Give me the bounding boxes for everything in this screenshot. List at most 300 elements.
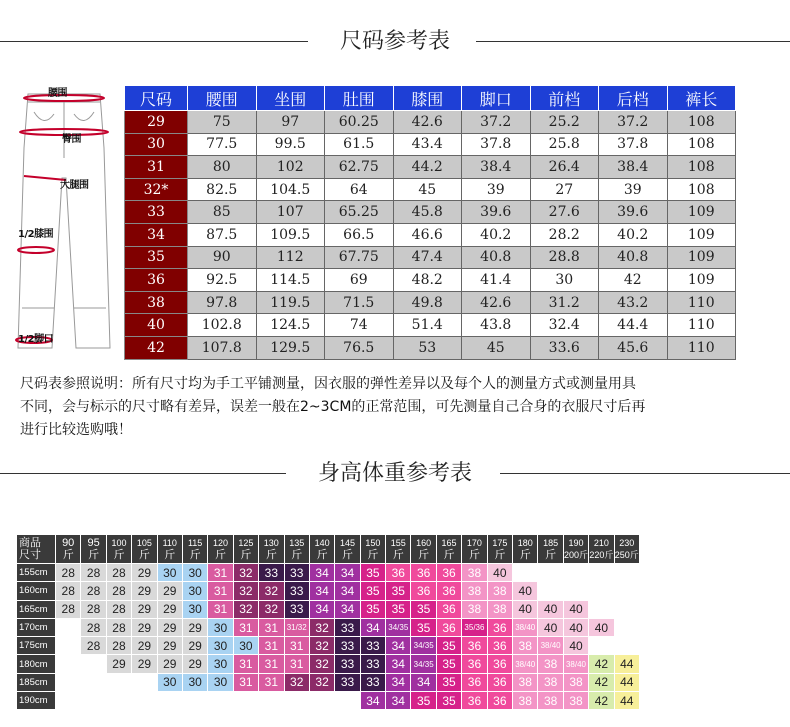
size-suggestion-cell: 38/40 bbox=[563, 655, 588, 673]
size-suggestion-cell: 38/40 bbox=[513, 655, 538, 673]
weight-header bbox=[132, 535, 157, 564]
weight-label: 斤 bbox=[138, 549, 150, 561]
size-suggestion-cell: 33 bbox=[284, 582, 309, 600]
size-suggestion-cell: 28 bbox=[106, 600, 131, 618]
measure-cell: 74 bbox=[325, 314, 394, 337]
measure-cell: 64 bbox=[325, 178, 394, 201]
measure-cell: 42 bbox=[599, 269, 668, 292]
size-table bbox=[124, 85, 736, 360]
measure-cell: 28.2 bbox=[530, 223, 599, 246]
measure-cell: 45.6 bbox=[599, 336, 668, 359]
size-suggestion-cell bbox=[614, 582, 639, 600]
size-suggestion-cell: 30 bbox=[182, 582, 207, 600]
size-cell: 36 bbox=[125, 269, 188, 292]
weight-label: 135 bbox=[289, 538, 305, 548]
size-suggestion-cell: 33 bbox=[360, 655, 385, 673]
size-row bbox=[125, 178, 736, 201]
size-suggestion-cell bbox=[132, 673, 157, 691]
measure-cell: 102.8 bbox=[188, 314, 257, 337]
size-suggestion-cell: 28 bbox=[81, 637, 106, 655]
size-suggestion-cell bbox=[182, 692, 207, 710]
measure-cell: 28.8 bbox=[530, 246, 599, 269]
weight-header bbox=[182, 535, 207, 564]
weight-label: 95 bbox=[87, 537, 100, 549]
size-suggestion-cell: 36 bbox=[487, 692, 512, 710]
size-suggestion-cell: 33 bbox=[360, 673, 385, 691]
measure-cell: 41.4 bbox=[462, 269, 531, 292]
size-suggestion-cell: 44 bbox=[614, 655, 639, 673]
size-chart-title: 尺码参考表 bbox=[339, 29, 450, 54]
size-suggestion-cell bbox=[259, 692, 284, 710]
size-suggestion-cell: 34 bbox=[309, 600, 334, 618]
weight-label: 190 bbox=[568, 538, 584, 548]
measure-cell: 90 bbox=[188, 246, 257, 269]
size-suggestion-cell: 38 bbox=[563, 692, 588, 710]
size-suggestion-cell bbox=[56, 673, 81, 691]
size-cell: 40 bbox=[125, 314, 188, 337]
note-line-1: 尺码表参照说明：所有尺寸均为手工平铺测量，因衣服的弹性差异以及每个人的测量方式或测量用具 bbox=[20, 376, 636, 392]
measure-cell: 49.8 bbox=[393, 291, 462, 314]
size-suggestion-cell bbox=[513, 564, 538, 582]
size-suggestion-cell bbox=[56, 618, 81, 636]
weight-label: 斤 bbox=[494, 549, 506, 561]
height-label: 175cm bbox=[17, 637, 56, 655]
size-suggestion-cell bbox=[157, 692, 182, 710]
size-suggestion-cell: 36 bbox=[487, 618, 512, 636]
size-suggestion-cell: 34 bbox=[335, 582, 360, 600]
size-suggestion-cell: 29 bbox=[132, 618, 157, 636]
weight-header bbox=[360, 535, 385, 564]
measure-cell: 97.8 bbox=[188, 291, 257, 314]
measure-cell: 37.8 bbox=[599, 133, 668, 156]
size-suggestion-cell: 34 bbox=[386, 637, 411, 655]
size-suggestion-cell: 33 bbox=[335, 618, 360, 636]
size-suggestion-cell: 36 bbox=[436, 618, 461, 636]
height-label: 170cm bbox=[17, 618, 56, 636]
size-suggestion-cell: 34/35 bbox=[411, 637, 436, 655]
weight-label: 斤 bbox=[215, 549, 227, 561]
size-suggestion-cell: 38/40 bbox=[513, 618, 538, 636]
measure-cell: 109 bbox=[667, 246, 736, 269]
measure-cell: 66.5 bbox=[325, 223, 394, 246]
size-cell: 33 bbox=[125, 201, 188, 224]
measure-cell: 44.4 bbox=[599, 314, 668, 337]
size-suggestion-cell: 33 bbox=[284, 564, 309, 582]
header-col: 坐围 bbox=[256, 86, 325, 111]
size-cell: 32* bbox=[125, 178, 188, 201]
measure-cell: 109 bbox=[667, 223, 736, 246]
size-suggestion-cell: 28 bbox=[106, 582, 131, 600]
weight-label: 斤 bbox=[240, 549, 252, 561]
size-suggestion-cell: 32 bbox=[309, 673, 334, 691]
header-col: 脚口 bbox=[462, 86, 531, 111]
size-suggestion-cell: 28 bbox=[56, 600, 81, 618]
size-note bbox=[20, 373, 780, 442]
size-suggestion-cell: 32 bbox=[309, 637, 334, 655]
height-label: 180cm bbox=[17, 655, 56, 673]
header-col: 腰围 bbox=[188, 86, 257, 111]
size-suggestion-cell bbox=[589, 582, 614, 600]
size-suggestion-cell bbox=[589, 637, 614, 655]
size-suggestion-cell: 30 bbox=[182, 600, 207, 618]
weight-label: 110 bbox=[162, 538, 177, 548]
size-suggestion-cell: 38/40 bbox=[538, 637, 563, 655]
size-suggestion-cell: 31 bbox=[259, 673, 284, 691]
size-suggestion-cell: 32 bbox=[284, 673, 309, 691]
weight-header bbox=[157, 535, 182, 564]
height-row bbox=[17, 637, 640, 655]
size-suggestion-cell: 29 bbox=[157, 655, 182, 673]
measure-cell: 39 bbox=[599, 178, 668, 201]
label-hip: 臀围 bbox=[62, 134, 81, 145]
size-suggestion-cell: 29 bbox=[132, 655, 157, 673]
size-row bbox=[125, 156, 736, 179]
weight-label: 斤 bbox=[291, 549, 303, 561]
size-chart-header bbox=[0, 24, 790, 60]
size-suggestion-cell: 35 bbox=[360, 582, 385, 600]
weight-label: 250斤 bbox=[614, 550, 639, 560]
weight-header bbox=[411, 535, 436, 564]
weight-label: 90 bbox=[62, 537, 75, 549]
measure-cell: 45.8 bbox=[393, 201, 462, 224]
size-suggestion-cell: 31 bbox=[259, 618, 284, 636]
weight-label: 130 bbox=[263, 538, 279, 548]
size-suggestion-cell bbox=[81, 692, 106, 710]
size-suggestion-cell: 31 bbox=[208, 582, 233, 600]
size-cell: 42 bbox=[125, 336, 188, 359]
size-suggestion-cell: 34/35 bbox=[386, 618, 411, 636]
size-suggestion-cell: 34 bbox=[386, 673, 411, 691]
measure-cell: 107.8 bbox=[188, 336, 257, 359]
measure-cell: 39.6 bbox=[462, 201, 531, 224]
size-suggestion-cell: 29 bbox=[182, 655, 207, 673]
size-suggestion-cell bbox=[81, 673, 106, 691]
size-suggestion-cell: 38 bbox=[462, 600, 487, 618]
header-col: 裤长 bbox=[667, 86, 736, 111]
size-suggestion-cell: 29 bbox=[132, 600, 157, 618]
measure-cell: 107 bbox=[256, 201, 325, 224]
measure-cell: 109 bbox=[667, 269, 736, 292]
size-suggestion-cell bbox=[56, 692, 81, 710]
measure-cell: 42.6 bbox=[462, 291, 531, 314]
measure-cell: 104.5 bbox=[256, 178, 325, 201]
size-suggestion-cell: 44 bbox=[614, 673, 639, 691]
size-suggestion-cell: 33 bbox=[259, 564, 284, 582]
weight-label: 100 bbox=[111, 538, 127, 548]
height-row bbox=[17, 600, 640, 618]
weight-label: 斤 bbox=[418, 549, 430, 561]
height-label: 165cm bbox=[17, 600, 56, 618]
weight-header bbox=[589, 535, 614, 564]
size-suggestion-cell: 31 bbox=[208, 564, 233, 582]
size-suggestion-cell: 40 bbox=[563, 618, 588, 636]
size-suggestion-cell: 28 bbox=[56, 582, 81, 600]
measure-cell: 27 bbox=[530, 178, 599, 201]
size-suggestion-cell: 36 bbox=[462, 692, 487, 710]
size-suggestion-cell: 40 bbox=[513, 582, 538, 600]
measure-cell: 45 bbox=[462, 336, 531, 359]
note-line-3: 进行比较选购哦！ bbox=[20, 422, 132, 438]
size-suggestion-cell: 29 bbox=[157, 618, 182, 636]
weight-label: 斤 bbox=[443, 549, 455, 561]
size-suggestion-cell: 28 bbox=[81, 582, 106, 600]
measure-cell: 39.6 bbox=[599, 201, 668, 224]
measure-cell: 37.2 bbox=[599, 111, 668, 134]
measure-cell: 37.2 bbox=[462, 111, 531, 134]
measure-cell: 25.2 bbox=[530, 111, 599, 134]
weight-label: 220斤 bbox=[589, 550, 614, 560]
size-suggestion-cell: 35 bbox=[436, 655, 461, 673]
size-suggestion-cell bbox=[563, 582, 588, 600]
weight-header bbox=[81, 535, 106, 564]
size-suggestion-cell bbox=[538, 564, 563, 582]
weight-header bbox=[259, 535, 284, 564]
size-suggestion-cell: 32 bbox=[259, 600, 284, 618]
measure-cell: 75 bbox=[188, 111, 257, 134]
size-suggestion-cell bbox=[589, 564, 614, 582]
size-cell: 29 bbox=[125, 111, 188, 134]
weight-header bbox=[208, 535, 233, 564]
measure-cell: 112 bbox=[256, 246, 325, 269]
size-row bbox=[125, 111, 736, 134]
size-suggestion-cell: 31 bbox=[233, 655, 258, 673]
height-label: 185cm bbox=[17, 673, 56, 691]
measure-cell: 40.8 bbox=[599, 246, 668, 269]
corner-cell bbox=[17, 535, 56, 564]
measure-cell: 80 bbox=[188, 156, 257, 179]
pants-illustration bbox=[14, 88, 114, 360]
measure-cell: 42.6 bbox=[393, 111, 462, 134]
header-col: 肚围 bbox=[325, 86, 394, 111]
measure-cell: 51.4 bbox=[393, 314, 462, 337]
note-line-2: 不同，会与标示的尺寸略有差异，误差一般在2~3CM的正常范围，可先测量自己合身的衣服尺寸后再 bbox=[20, 399, 646, 415]
size-suggestion-cell: 34 bbox=[386, 692, 411, 710]
weight-label: 斤 bbox=[113, 549, 125, 561]
size-suggestion-cell bbox=[589, 600, 614, 618]
size-suggestion-cell: 31 bbox=[259, 655, 284, 673]
measure-cell: 97 bbox=[256, 111, 325, 134]
size-suggestion-cell: 38 bbox=[538, 673, 563, 691]
measure-cell: 46.6 bbox=[393, 223, 462, 246]
size-suggestion-cell: 34/35 bbox=[411, 655, 436, 673]
header-col: 前档 bbox=[530, 86, 599, 111]
size-suggestion-cell: 33 bbox=[335, 655, 360, 673]
size-suggestion-cell: 42 bbox=[589, 655, 614, 673]
height-row bbox=[17, 618, 640, 636]
size-suggestion-cell bbox=[81, 655, 106, 673]
size-suggestion-cell: 40 bbox=[487, 564, 512, 582]
size-suggestion-cell: 30 bbox=[208, 673, 233, 691]
size-suggestion-cell: 29 bbox=[132, 637, 157, 655]
weight-label: 斤 bbox=[88, 549, 100, 561]
size-suggestion-cell: 36 bbox=[462, 655, 487, 673]
measure-cell: 99.5 bbox=[256, 133, 325, 156]
size-suggestion-cell bbox=[335, 692, 360, 710]
weight-label: 170 bbox=[466, 538, 482, 548]
height-weight-table bbox=[16, 534, 640, 710]
height-weight-header bbox=[0, 456, 790, 492]
size-suggestion-cell: 35 bbox=[411, 618, 436, 636]
size-suggestion-cell: 34 bbox=[335, 600, 360, 618]
measure-cell: 65.25 bbox=[325, 201, 394, 224]
size-suggestion-cell: 38 bbox=[563, 673, 588, 691]
size-row bbox=[125, 269, 736, 292]
measure-cell: 30 bbox=[530, 269, 599, 292]
height-row bbox=[17, 673, 640, 691]
size-suggestion-cell: 29 bbox=[132, 564, 157, 582]
measure-cell: 45 bbox=[393, 178, 462, 201]
weight-header bbox=[614, 535, 639, 564]
size-suggestion-cell bbox=[208, 692, 233, 710]
size-suggestion-cell: 38 bbox=[513, 692, 538, 710]
size-suggestion-cell bbox=[233, 692, 258, 710]
size-suggestion-cell: 30 bbox=[233, 637, 258, 655]
weight-header bbox=[436, 535, 461, 564]
weight-header bbox=[513, 535, 538, 564]
size-suggestion-cell: 30 bbox=[208, 655, 233, 673]
size-table-header-row bbox=[125, 86, 736, 111]
height-row bbox=[17, 582, 640, 600]
height-row bbox=[17, 692, 640, 710]
size-suggestion-cell: 30 bbox=[157, 564, 182, 582]
size-suggestion-cell: 38 bbox=[462, 564, 487, 582]
size-suggestion-cell: 36 bbox=[487, 673, 512, 691]
label-knee: 1/2膝围 bbox=[18, 229, 54, 240]
size-suggestion-cell: 33 bbox=[335, 673, 360, 691]
weight-label: 175 bbox=[492, 538, 508, 548]
weight-label: 斤 bbox=[189, 549, 201, 561]
weight-label: 140 bbox=[314, 538, 330, 548]
weight-label: 125 bbox=[238, 538, 254, 548]
size-suggestion-cell: 34 bbox=[411, 673, 436, 691]
size-suggestion-cell: 36 bbox=[462, 673, 487, 691]
measure-cell: 48.2 bbox=[393, 269, 462, 292]
measure-cell: 77.5 bbox=[188, 133, 257, 156]
size-suggestion-cell bbox=[614, 637, 639, 655]
weight-label: 185 bbox=[543, 538, 559, 548]
measure-cell: 110 bbox=[667, 291, 736, 314]
size-suggestion-cell bbox=[106, 692, 131, 710]
measure-cell: 25.8 bbox=[530, 133, 599, 156]
weight-header bbox=[233, 535, 258, 564]
measure-cell: 33.6 bbox=[530, 336, 599, 359]
weight-label: 160 bbox=[416, 538, 432, 548]
divider-right bbox=[476, 41, 790, 42]
measure-cell: 110 bbox=[667, 314, 736, 337]
size-suggestion-cell: 28 bbox=[56, 564, 81, 582]
size-suggestion-cell: 34 bbox=[309, 564, 334, 582]
size-suggestion-cell: 40 bbox=[563, 600, 588, 618]
weight-label: 斤 bbox=[367, 549, 379, 561]
size-row bbox=[125, 201, 736, 224]
corner-label: 商品 bbox=[19, 537, 41, 549]
measure-cell: 108 bbox=[667, 156, 736, 179]
size-suggestion-cell: 36 bbox=[436, 582, 461, 600]
size-suggestion-cell: 30 bbox=[208, 637, 233, 655]
header-size: 尺码 bbox=[125, 86, 188, 111]
size-suggestion-cell bbox=[106, 673, 131, 691]
size-suggestion-cell: 35/36 bbox=[462, 618, 487, 636]
measure-cell: 60.25 bbox=[325, 111, 394, 134]
size-cell: 30 bbox=[125, 133, 188, 156]
measure-cell: 39 bbox=[462, 178, 531, 201]
size-suggestion-cell: 35 bbox=[411, 600, 436, 618]
header-col: 膝围 bbox=[393, 86, 462, 111]
measure-cell: 62.75 bbox=[325, 156, 394, 179]
size-suggestion-cell: 29 bbox=[182, 618, 207, 636]
size-suggestion-cell bbox=[538, 582, 563, 600]
divider-right bbox=[500, 473, 790, 474]
measure-cell: 38.4 bbox=[599, 156, 668, 179]
size-suggestion-cell: 31 bbox=[208, 600, 233, 618]
size-suggestion-cell: 38 bbox=[487, 600, 512, 618]
weight-label: 斤 bbox=[519, 549, 531, 561]
height-row bbox=[17, 655, 640, 673]
weight-label: 115 bbox=[187, 538, 203, 548]
size-suggestion-cell: 40 bbox=[538, 600, 563, 618]
size-suggestion-cell: 28 bbox=[106, 564, 131, 582]
size-suggestion-cell: 35 bbox=[436, 637, 461, 655]
weight-header bbox=[284, 535, 309, 564]
measure-cell: 43.2 bbox=[599, 291, 668, 314]
weight-header bbox=[538, 535, 563, 564]
measure-cell: 114.5 bbox=[256, 269, 325, 292]
size-row bbox=[125, 314, 736, 337]
size-suggestion-cell: 31/32 bbox=[284, 618, 309, 636]
measure-cell: 109 bbox=[667, 201, 736, 224]
size-suggestion-cell: 36 bbox=[487, 655, 512, 673]
size-suggestion-cell: 32 bbox=[233, 564, 258, 582]
measure-cell: 69 bbox=[325, 269, 394, 292]
size-suggestion-cell: 28 bbox=[81, 618, 106, 636]
size-suggestion-cell: 40 bbox=[563, 637, 588, 655]
size-row bbox=[125, 223, 736, 246]
size-suggestion-cell: 40 bbox=[589, 618, 614, 636]
measure-cell: 124.5 bbox=[256, 314, 325, 337]
size-suggestion-cell: 36 bbox=[436, 564, 461, 582]
size-suggestion-cell: 30 bbox=[182, 673, 207, 691]
measure-cell: 82.5 bbox=[188, 178, 257, 201]
size-row bbox=[125, 246, 736, 269]
size-suggestion-cell: 29 bbox=[157, 600, 182, 618]
measure-cell: 31.2 bbox=[530, 291, 599, 314]
size-suggestion-cell bbox=[309, 692, 334, 710]
weight-label: 210 bbox=[593, 538, 609, 548]
measure-cell: 37.8 bbox=[462, 133, 531, 156]
size-row bbox=[125, 336, 736, 359]
weight-label: 斤 bbox=[265, 549, 277, 561]
size-suggestion-cell: 32 bbox=[309, 655, 334, 673]
size-suggestion-cell: 29 bbox=[157, 582, 182, 600]
size-suggestion-cell: 28 bbox=[106, 618, 131, 636]
size-suggestion-cell bbox=[563, 564, 588, 582]
measure-cell: 27.6 bbox=[530, 201, 599, 224]
size-suggestion-cell: 38 bbox=[462, 582, 487, 600]
size-suggestion-cell: 29 bbox=[157, 637, 182, 655]
size-suggestion-cell: 28 bbox=[106, 637, 131, 655]
measure-cell: 67.75 bbox=[325, 246, 394, 269]
height-label: 190cm bbox=[17, 692, 56, 710]
size-suggestion-cell: 36 bbox=[386, 564, 411, 582]
size-suggestion-cell: 34 bbox=[360, 692, 385, 710]
measure-cell: 110 bbox=[667, 336, 736, 359]
size-suggestion-cell: 38 bbox=[513, 637, 538, 655]
size-suggestion-cell: 40 bbox=[513, 600, 538, 618]
label-hem: 1/2脚口 bbox=[18, 334, 54, 345]
height-label: 155cm bbox=[17, 564, 56, 582]
measure-cell: 109.5 bbox=[256, 223, 325, 246]
measure-cell: 40.2 bbox=[462, 223, 531, 246]
